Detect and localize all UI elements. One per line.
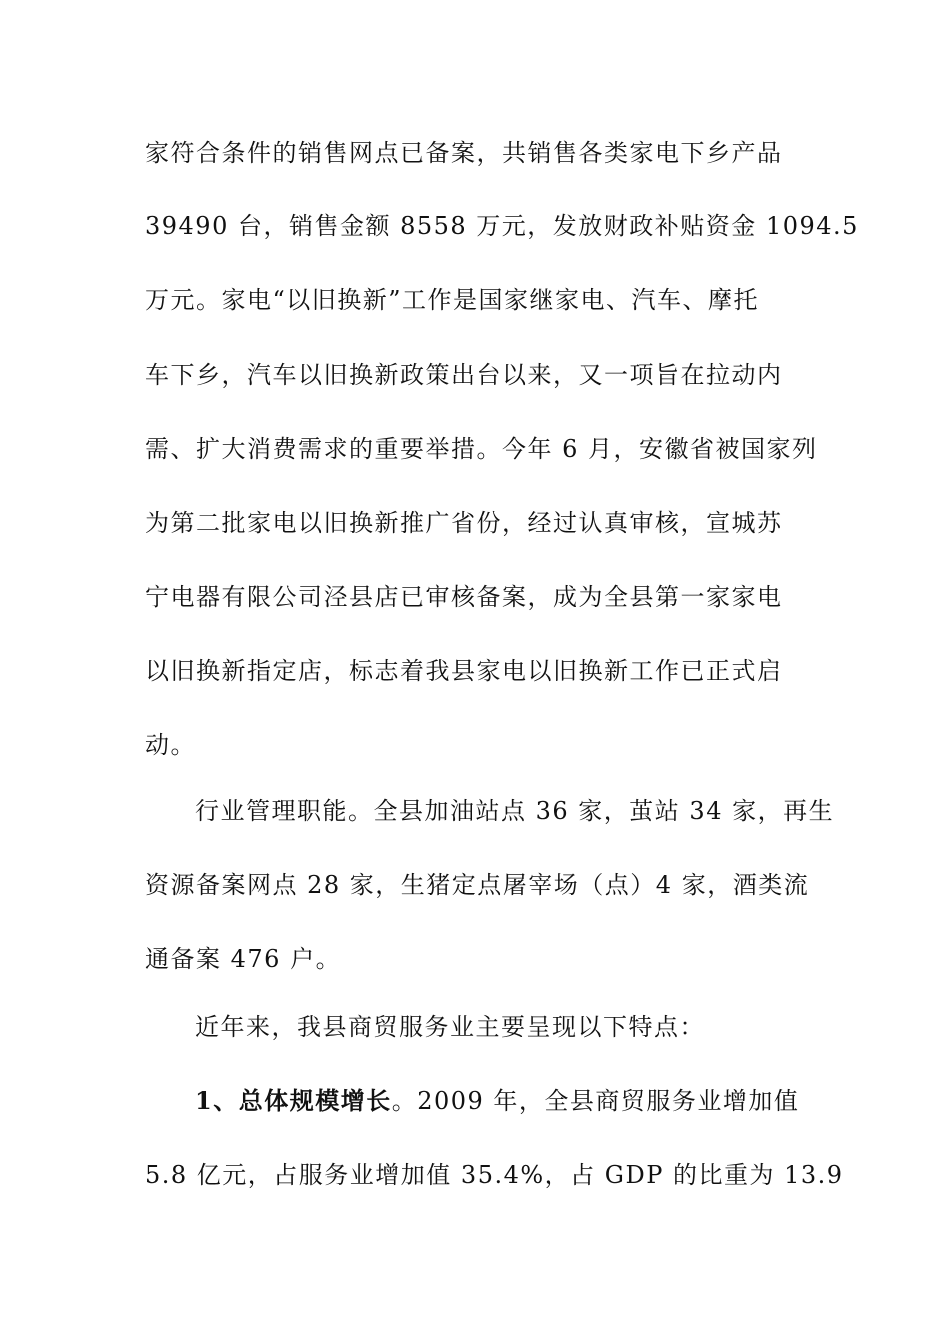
paragraph-line: 需、扩大消费需求的重要举措。今年 6 月，安徽省被国家列 xyxy=(145,435,818,463)
section-heading-text: 。2009 年，全县商贸服务业增加值 xyxy=(391,1087,800,1115)
paragraph-line: 为第二批家电以旧换新推广省份，经过认真审核，宣城苏 xyxy=(145,509,783,537)
paragraph-line: 宁电器有限公司泾县店已审核备案，成为全县第一家家电 xyxy=(145,583,783,611)
paragraph-line: 万元。家电“以旧换新”工作是国家继家电、汽车、摩托 xyxy=(145,286,760,314)
paragraph-line: 动。 xyxy=(145,731,196,759)
paragraph-line: 车下乡，汽车以旧换新政策出台以来，又一项旨在拉动内 xyxy=(145,361,783,389)
section-heading: 1、总体规模增长 xyxy=(195,1086,392,1115)
paragraph-line: 39490 台，销售金额 8558 万元，发放财政补贴资金 1094.5 xyxy=(145,212,859,240)
paragraph-line: 以旧换新指定店，标志着我县家电以旧换新工作已正式启 xyxy=(145,657,783,685)
paragraph-line: 近年来，我县商贸服务业主要呈现以下特点： xyxy=(195,1013,705,1041)
paragraph-line: 通备案 476 户。 xyxy=(145,945,342,973)
section-heading-line xyxy=(195,1086,799,1116)
paragraph-line: 资源备案网点 28 家，生猪定点屠宰场（点）4 家，酒类流 xyxy=(145,871,810,899)
paragraph-line: 家符合条件的销售网点已备案，共销售各类家电下乡产品 xyxy=(145,139,783,167)
paragraph-line: 5.8 亿元，占服务业增加值 35.4%，占 GDP 的比重为 13.9 xyxy=(145,1161,844,1189)
paragraph-line: 行业管理职能。全县加油站点 36 家，茧站 34 家，再生 xyxy=(195,797,835,825)
